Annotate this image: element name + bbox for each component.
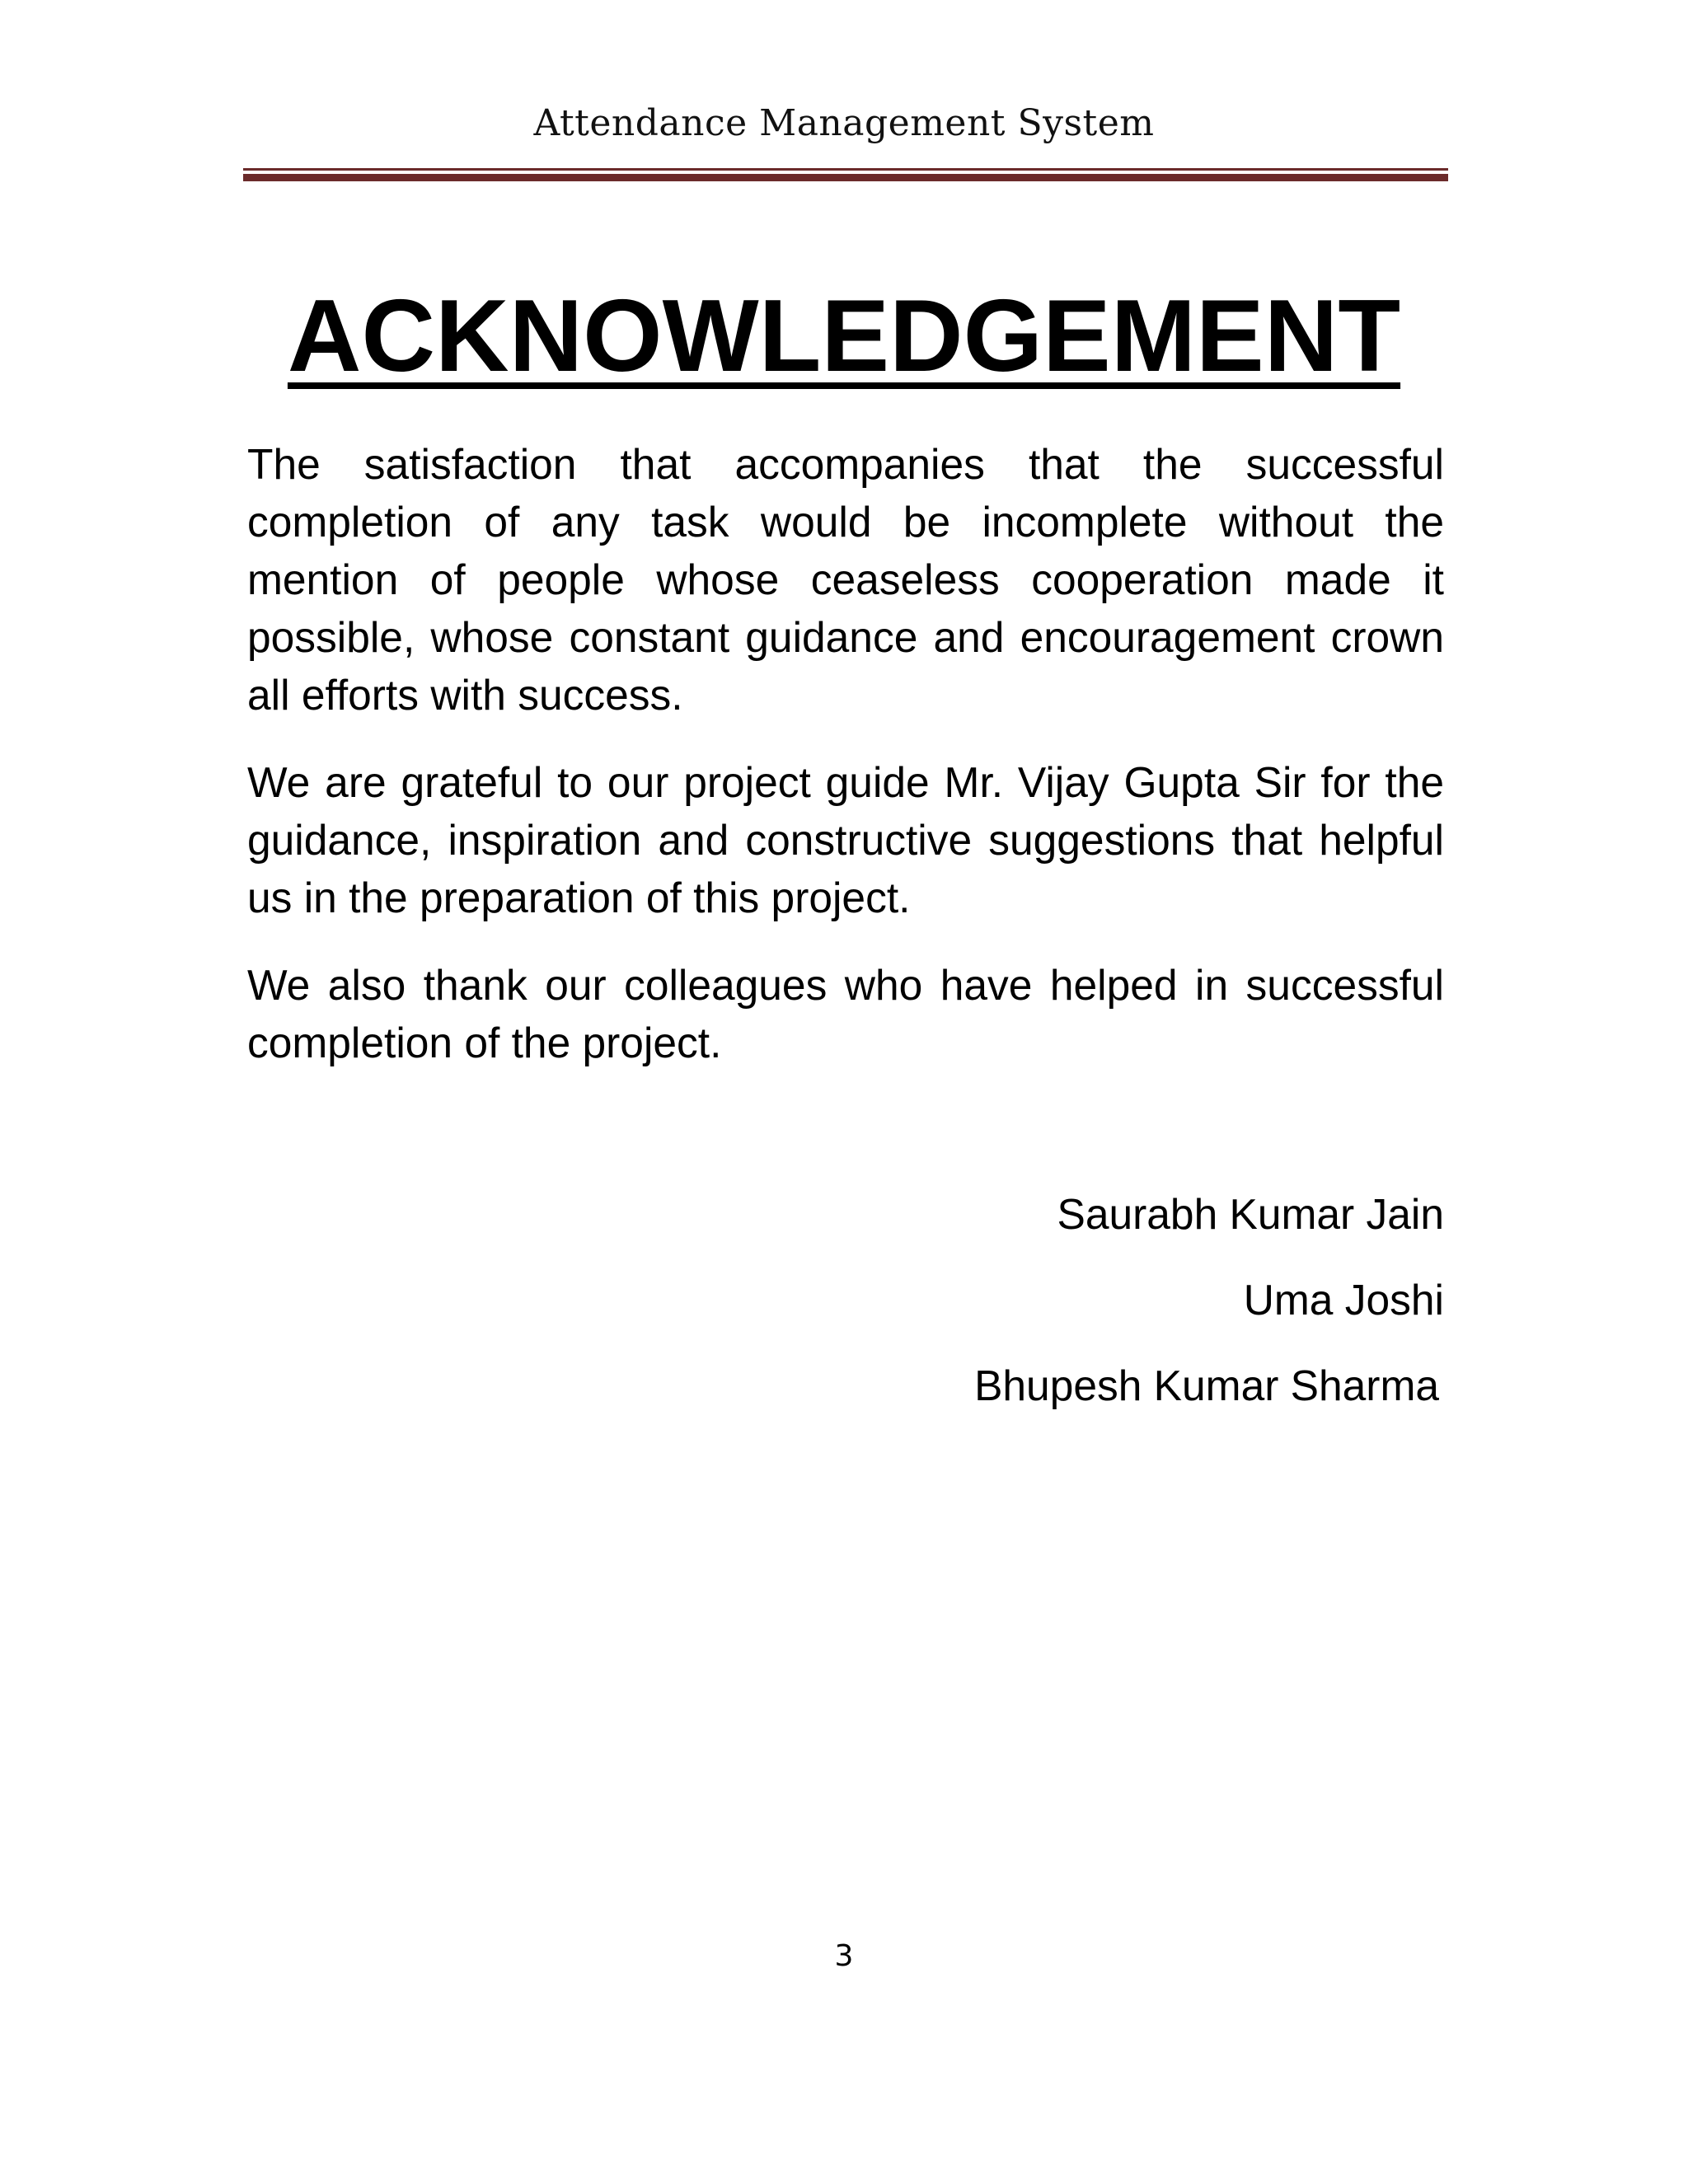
- signatory-name: Uma Joshi: [1243, 1276, 1444, 1324]
- page-title-text: ACKNOWLEDGEMENT: [287, 279, 1401, 393]
- signature-block: [620, 1185, 1444, 1442]
- signatory-name: Saurabh Kumar Jain: [1057, 1190, 1444, 1238]
- paragraph-3: We also thank our colleagues who have helped in successful completion of the project.: [247, 961, 1444, 1066]
- header-rule-thin: [243, 168, 1448, 171]
- paragraph-1: The satisfaction that accompanies that the successful completion of any task would be incomplete without the mention of people whose ceaseless cooperation made it possible, whose constant guidance and encouragement crown all efforts with success.: [247, 440, 1444, 719]
- paragraph-2: We are grateful to our project guide Mr. Vijay Gupta Sir for the guidance, inspiration and constructive suggestions that helpful us in the preparation of this project.: [247, 758, 1444, 921]
- acknowledgement-body: [247, 435, 1444, 1101]
- signatory-name: Bhupesh Kumar Sharma: [974, 1361, 1439, 1409]
- running-header-title: Attendance Management System: [533, 102, 1155, 144]
- page-number: 3: [834, 1939, 854, 1973]
- header-rule-thick: [243, 174, 1448, 181]
- page-title: [0, 279, 1688, 394]
